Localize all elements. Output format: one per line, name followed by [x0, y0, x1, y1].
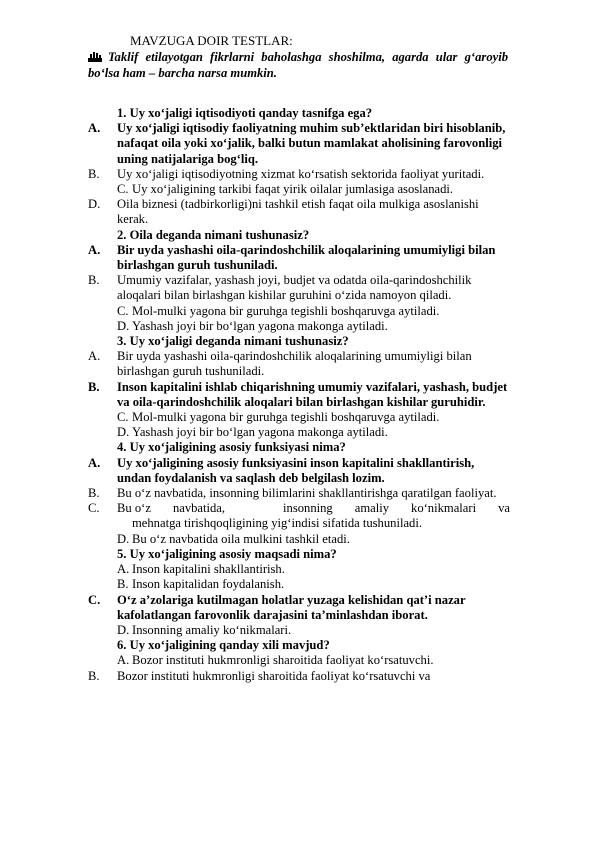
- q3-option-b: B. Inson kapitalini ishlab chiqarishning umumiy vazifalari, yashash, budjet va oila-qarindoshchilik aloqalari bilan birlashgan kishilar guruhidir.: [88, 379, 508, 409]
- q6-option-b: B. Bozor instituti hukmronligi sharoitida faoliyat ko‘rsatuvchi va: [88, 668, 431, 683]
- q1-option-a: A. Uy xo‘jaligi iqtisodiy faoliyatning muhim sub’ektlaridan biri hisoblanib, nafaqat oila yoki xo‘jalik, balki butun mamlakat aholisining farovonligi uning natijalariga bog‘liq.: [88, 121, 506, 166]
- q1-option-c: C. Uy xo‘jaligining tarkibi faqat yirik oilalar jumlasiga asoslanadi.: [117, 182, 454, 197]
- q3-option-c: C. Mol-mulki yagona bir guruhga tegishli boshqaruvga aytiladi.: [117, 410, 440, 425]
- question-6: 6. Uy xo‘jaligining qanday xili mavjud?: [117, 638, 330, 653]
- q2-option-a: A. Bir uyda yashashi oila-qarindoshchilik aloqalarining umumiyligi bilan birlashgan guruh tushuniladi.: [88, 242, 496, 273]
- q5-option-a: A. Inson kapitalini shakllantirish.: [117, 562, 285, 577]
- q2-option-c: C. Mol-mulki yagona bir guruhga tegishli boshqaruvga aytiladi.: [117, 303, 440, 318]
- q3-option-a: A. Bir uyda yashashi oila-qarindoshchilik aloqalarining umumiyligi bilan birlashgan guruh tushuniladi.: [88, 349, 472, 379]
- q1-option-d: D. Oila biznesi (tadbirkorligi)ni tashkil etish faqat oila mulkiga asoslanishi kerak.: [88, 197, 479, 227]
- q4-option-c-cont: mehnatga tirishqoqligining yig‘indisi sifatida tushuniladi.: [132, 516, 422, 531]
- question-5: 5. Uy xo‘jaligining asosiy maqsadi nima?: [117, 546, 337, 561]
- q3-option-d: D. Yashash joyi bir bo‘lgan yagona makonga aytiladi.: [117, 425, 388, 440]
- q6-option-a: A. Bozor instituti hukmronligi sharoitida faoliyat ko‘rsatuvchi.: [117, 653, 434, 668]
- test-content: [88, 106, 510, 684]
- q4-option-b: B. Bu o‘z navbatida, insonning bilimlarini shakllantirishga qaratilgan faoliyat.: [88, 486, 497, 501]
- q4-option-d: D. Bu o‘z navbatida oila mulkini tashkil etadi.: [117, 531, 350, 546]
- q5-option-c: C. O‘z a’zolariga kutilmagan holatlar yuzaga kelishidan qat’i nazar kafolatlangan farovonlik darajasini ta’minlashdan iborat.: [88, 592, 466, 622]
- question-2: 2. Oila deganda nimani tushunasiz?: [117, 227, 310, 242]
- q2-option-d: D. Yashash joyi bir bo‘lgan yagona makonga aytiladi.: [117, 318, 388, 333]
- page-title: MAVZUGA DOIR TESTLAR:: [130, 33, 293, 48]
- question-1: 1. Uy xo‘jaligi iqtisodiyoti qanday tasnifga ega?: [117, 106, 373, 120]
- q5-option-b: B. Inson kapitalidan foydalanish.: [117, 577, 285, 592]
- intro-note: [88, 50, 508, 81]
- intro-text: Taklif etilayotgan fikrlarni baholashga shoshilma, agarda ular g‘aroyib bo‘lsa ham – barcha narsa mumkin.: [88, 50, 508, 80]
- q4-option-a: A. Uy xo‘jaligining asosiy funksiyasini inson kapitalini shakllantirish, undan foydalanish va saqlash deb belgilash lozim.: [88, 455, 475, 485]
- q4-option-c: C. Bu o‘z navbatida, insonning amaliy ko‘nikmalari va mehnatga tirishqoqligining yig‘indisi sifatida tushuniladi.: [88, 501, 510, 531]
- q5-option-d: D. Insonning amaliy ko‘nikmalari.: [117, 622, 292, 637]
- q4-option-c-line: Bu o‘z navbatida, insonning amaliy ko‘nikmalari va: [117, 501, 510, 516]
- question-3: 3. Uy xo‘jaligi deganda nimani tushunasiz?: [117, 334, 349, 349]
- q1-option-b: B. Uy xo‘jaligi iqtisodiyotning xizmat ko‘rsatish sektorida faoliyat yuritadi.: [88, 166, 485, 181]
- writing-hand-icon: [88, 51, 102, 62]
- q2-option-b: B. Umumiy vazifalar, yashash joyi, budjet va odatda oila-qarindoshchilik aloqalari bilan birlashgan kishilar guruhini o‘zida namoyon qiladi.: [88, 273, 472, 303]
- question-4: 4. Uy xo‘jaligining asosiy funksiyasi nima?: [117, 440, 346, 455]
